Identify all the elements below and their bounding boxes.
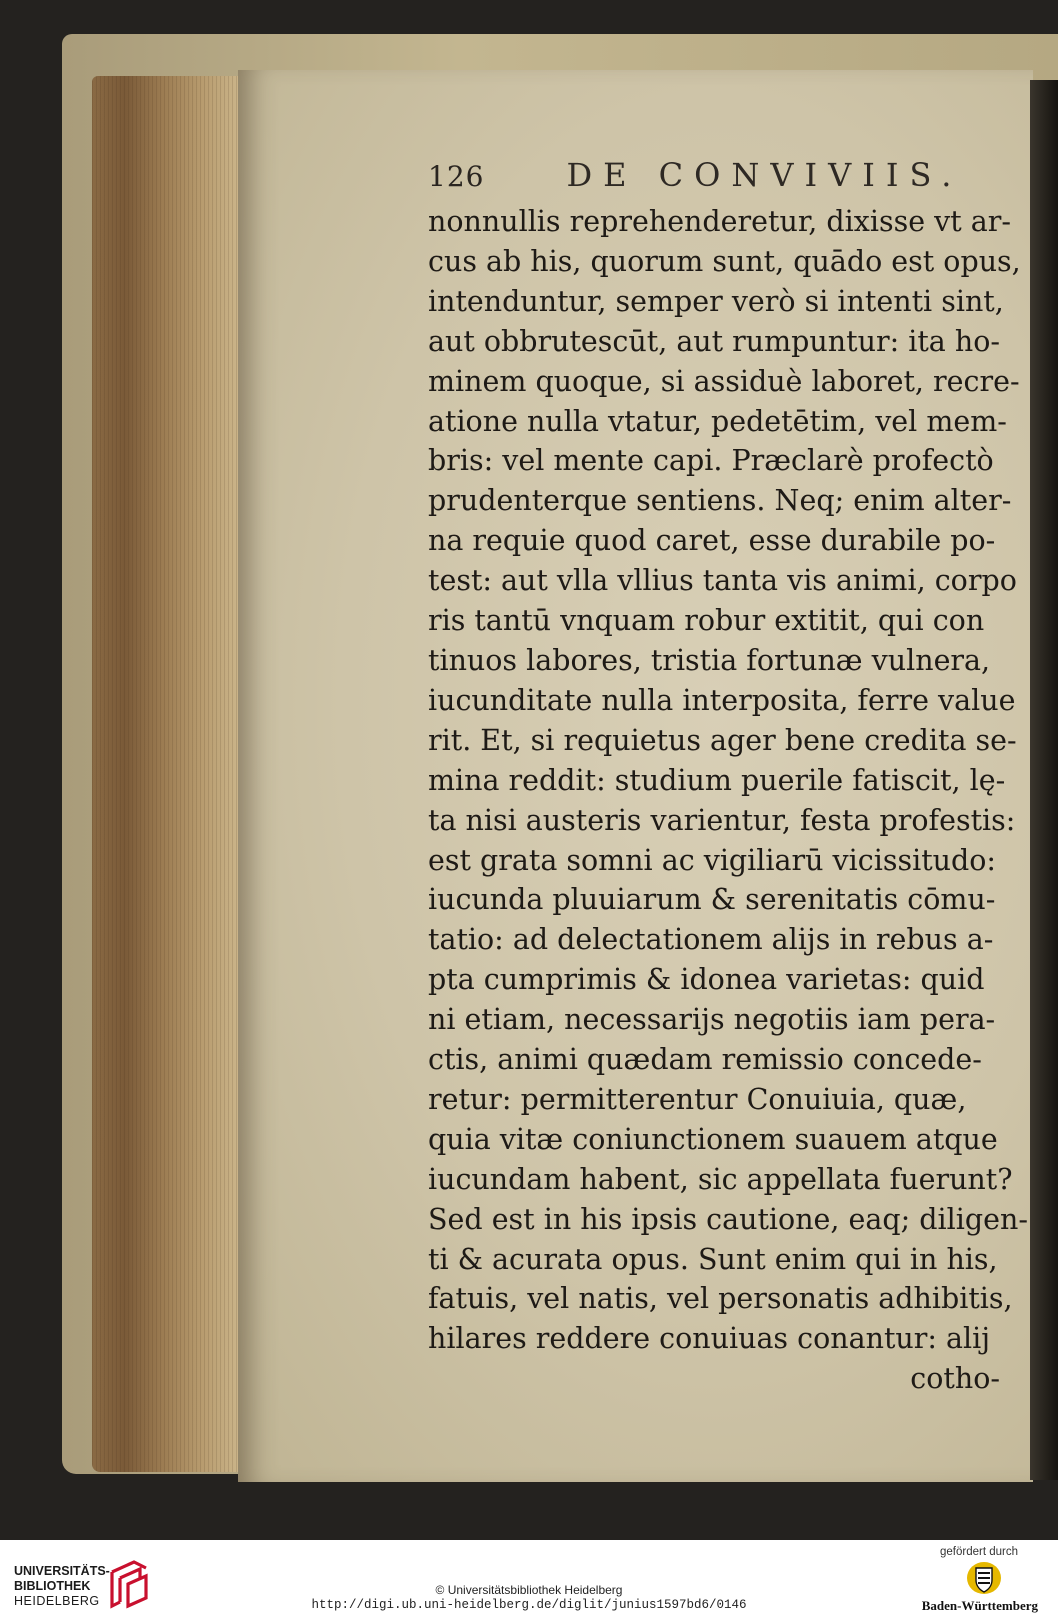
text-line: quia vitæ coniunctionem suauem atque: [428, 1122, 998, 1156]
text-line: ris tantū vnquam robur extitit, qui con: [428, 604, 985, 638]
text-line: Sed est in his ipsis cautione, eaq; diligen-: [428, 1202, 1028, 1236]
state-coat-of-arms-icon: [966, 1561, 1002, 1595]
library-name-line: HEIDELBERG: [14, 1594, 100, 1608]
text-line: iucunditate nulla interposita, ferre value: [428, 683, 1016, 717]
viewer-footer: [0, 1540, 1058, 1619]
library-name-line: BIBLIOTHEK: [14, 1579, 91, 1593]
text-line: ni etiam, necessarijs negotiis iam pera-: [428, 1003, 996, 1037]
text-line: ti & acurata opus. Sunt enim qui in his,: [428, 1242, 998, 1276]
text-line: iucundam habent, sic appellata fuerunt?: [428, 1162, 1013, 1196]
sponsor-name: Baden-Württemberg: [921, 1598, 1038, 1613]
text-line: rit. Et, si requietus ager bene credita se-: [428, 723, 1017, 757]
page-edges: [92, 76, 240, 1472]
text-line: ta nisi austeris varientur, festa profestis:: [428, 803, 1016, 837]
text-line: atione nulla vtatur, pedetētim, vel mem-: [428, 404, 1007, 438]
page-number: 126: [428, 160, 485, 193]
library-name-line: UNIVERSITÄTS-: [14, 1564, 110, 1578]
text-line: nonnullis reprehenderetur, dixisse vt ar-: [428, 205, 1012, 238]
catchword: cotho-: [910, 1362, 1000, 1396]
text-line: tatio: ad delectationem alijs in rebus a-: [428, 923, 994, 957]
running-title: DE CONVIVIIS.: [566, 156, 963, 194]
text-line: fatuis, vel natis, vel personatis adhibitis,: [428, 1282, 1013, 1316]
text-line: mina reddit: studium puerile fatiscit, lę-: [428, 763, 1006, 797]
text-line: pta cumprimis & idonea varietas: quid: [428, 963, 985, 997]
text-line: retur: permitterentur Conuiuia, quæ,: [428, 1082, 967, 1116]
copyright-notice: © Universitätsbibliothek Heidelberg: [435, 1583, 623, 1597]
running-head: [428, 156, 988, 202]
text-line: cus ab his, quorum sunt, quādo est opus,: [428, 244, 1021, 278]
text-line: minem quoque, si assiduè laboret, recre-: [428, 364, 1020, 398]
text-line: est grata somni ac vigiliarū vicissitudo:: [428, 843, 997, 877]
text-line: aut obbrutescūt, aut rumpuntur: ita ho-: [428, 324, 1000, 358]
text-line: iucunda pluuiarum & serenitatis cōmu-: [428, 883, 996, 917]
text-line: prudenterque sentiens. Neq; enim alter-: [428, 484, 1012, 518]
text-line: hilares reddere conuiuas conantur: alij: [428, 1322, 991, 1356]
text-line: test: aut vlla vllius tanta vis animi, corpo: [428, 564, 1017, 598]
text-line: ctis, animi quædam remissio concede-: [428, 1043, 982, 1077]
gutter-shadow: [1030, 80, 1058, 1480]
text-line: na requie quod caret, esse durabile po-: [428, 524, 996, 558]
permalink-url[interactable]: http://digi.ub.uni-heidelberg.de/diglit/junius1597bd6/0146: [311, 1598, 747, 1612]
text-line: tinuos labores, tristia fortunæ vulnera,: [428, 643, 991, 677]
text-line: intenduntur, semper verò si intenti sint,: [428, 284, 1004, 318]
body-text: [428, 202, 1028, 1399]
text-line: bris: vel mente capi. Præclarè profectò: [428, 444, 994, 478]
sponsor-label: gefördert durch: [940, 1546, 1018, 1558]
